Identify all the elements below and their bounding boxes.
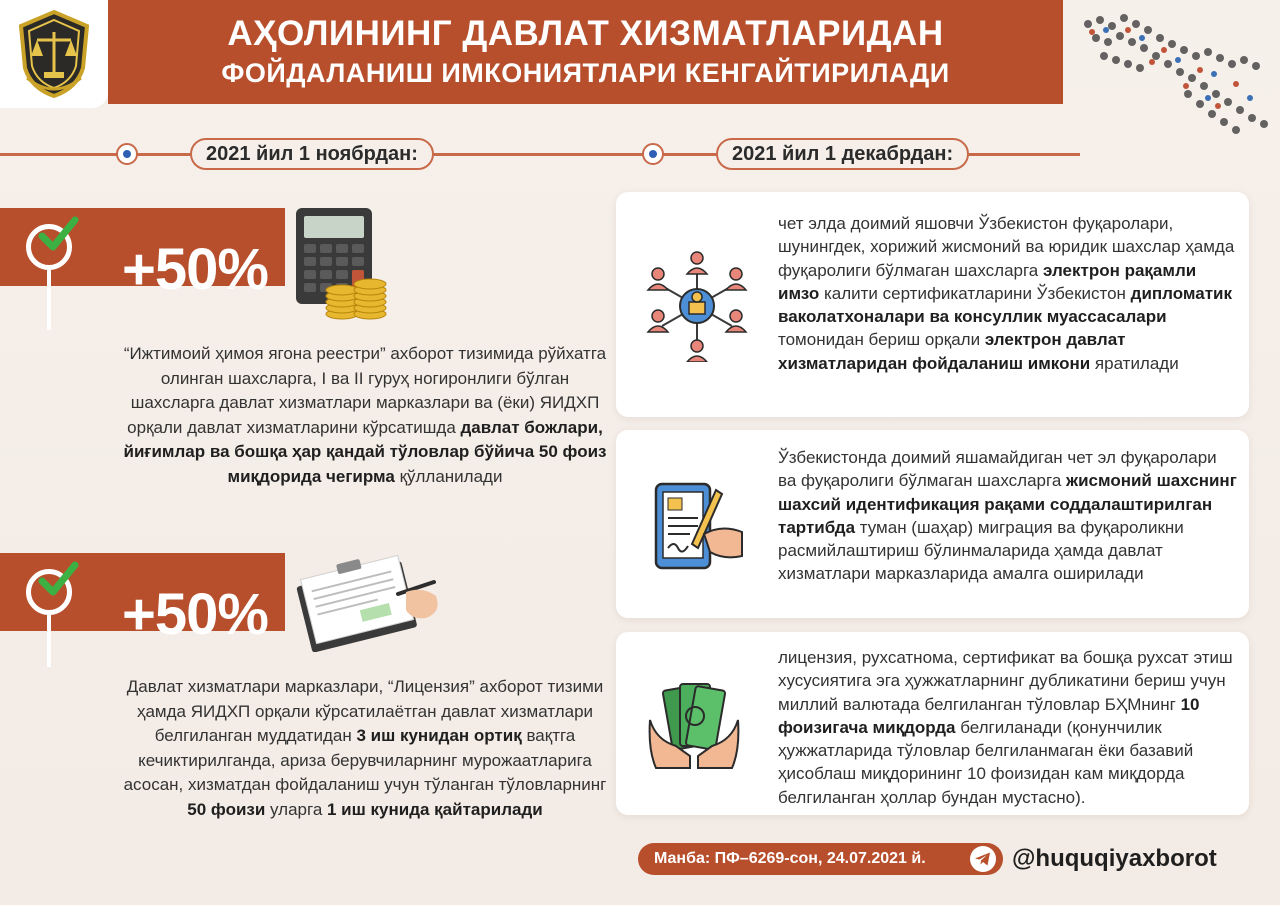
tablet-sign-icon bbox=[646, 480, 746, 572]
refund-text-part: уларга bbox=[265, 799, 327, 819]
check-stem-2 bbox=[47, 615, 51, 667]
info-card-1 bbox=[616, 192, 1249, 417]
card-text-part: Ўзбекистонда доимий яшамайдиган чет эл фуқаролари ва фуқаролиги бўлмаган шахсларга bbox=[778, 448, 1217, 491]
refund-text-bold: 1 иш кунида қайтарилади bbox=[327, 799, 543, 819]
card-text-bold: жисмоний шахснинг шахсий идентификация рақами соддалаштирилган тартибда bbox=[778, 471, 1237, 537]
percent-label-2: +50% bbox=[122, 582, 268, 647]
refund-text-bold: 50 фоизи bbox=[187, 799, 266, 819]
date-pill-left: 2021 йил 1 ноябрдан: bbox=[190, 138, 434, 170]
page-title-line1: АҲОЛИНИНГ ДАВЛАТ ХИЗМАТЛАРИДАН bbox=[227, 14, 944, 53]
justice-emblem-icon bbox=[13, 8, 95, 100]
card-text-bold: электрон давлат хизматларидан фойдаланиш имкони bbox=[778, 330, 1126, 373]
uzbekistan-people-map-icon bbox=[1068, 2, 1280, 140]
discount-text-1-part: “Ижтимоий ҳимоя ягона реестри” ахборот тизимида рўйхатга олинган шахсларга, I ва II гуруҳ ногиронлиги бўлган шахсларга давлат хизматлари марказлари ва (ёки) ЯИДХП орқали давлат хизматларини кўрсатишда bbox=[123, 344, 607, 437]
card-text-part: чет элда доимий яшовчи Ўзбекистон фуқаролари, шунингдек, хорижий жисмоний ва юридик шахслар ҳамда фуқаролиги бўлмаган шахсларга bbox=[778, 214, 1235, 280]
info-card-3-text bbox=[778, 646, 1238, 809]
telegram-icon[interactable] bbox=[970, 846, 996, 872]
card-text-part: томонидан бериш орқали bbox=[778, 330, 985, 350]
telegram-handle[interactable]: @huquqiyaxborot bbox=[1012, 845, 1217, 872]
date-pill-right: 2021 йил 1 декабрдан: bbox=[716, 138, 969, 170]
discount-text-1-bold: давлат божлари, йиғимлар ва бошқа ҳар қандай тўловлар бўйича 50 фоиз миқдорида чегирма bbox=[123, 417, 607, 486]
checkmark-icon bbox=[36, 559, 80, 599]
check-stem-1 bbox=[47, 270, 51, 330]
timeline-dot-left bbox=[116, 143, 138, 165]
money-hands-icon bbox=[646, 680, 742, 770]
page-title-line2: ФОЙДАЛАНИШ ИМКОНИЯТЛАРИ КЕНГАЙТИРИЛАДИ bbox=[221, 58, 950, 88]
refund-text-part: Давлат хизматлари марказлари, “Лицензия” ахборот тизими ҳамда ЯИДХП орқали кўрсатилаётган давлат хизматлари белгиланган муддатидан bbox=[126, 677, 604, 745]
discount-text-1 bbox=[120, 342, 610, 489]
refund-text-2 bbox=[120, 675, 610, 822]
refund-text-bold: 3 иш кунидан ортиқ bbox=[356, 726, 522, 745]
checkmark-icon bbox=[36, 214, 80, 254]
document-signing-icon bbox=[288, 552, 448, 652]
title-banner bbox=[108, 0, 1063, 104]
source-label: Манба: ПФ–6269-сон, 24.07.2021 й. bbox=[638, 843, 1003, 875]
info-card-2 bbox=[616, 430, 1249, 618]
refund-text-part: вақтга кечиктирилганда, ариза берувчиларнинг мурожаатларига асосан, хизматдан фойдаланиш учун тўланган тўловларнинг bbox=[123, 726, 607, 794]
card-text-part: туман (шаҳар) миграция ва фуқароликни расмийлаштириш бўлинмаларида ҳамда давлат хизматлари марказларида амалга оширилади bbox=[778, 517, 1184, 584]
card-text-part: калити сертификатларини Ўзбекистон bbox=[819, 283, 1131, 303]
info-card-1-text bbox=[778, 212, 1238, 375]
card-text-part: лицензия, рухсатнома, сертификат ва бошқа рухсат этиш хусусиятига эга ҳужжатларнинг дубликатини бериш учун миллий валютада белгиланган тўловлар БҲМнинг bbox=[778, 648, 1233, 714]
card-text-bold: 10 фоизигача миқдорда bbox=[778, 694, 1200, 737]
telegram-plane-icon bbox=[970, 846, 996, 872]
percent-label-1: +50% bbox=[122, 237, 268, 302]
timeline-dot-right bbox=[642, 143, 664, 165]
card-text-part: белгиланади (қонунчилик ҳужжатларида тўловлар белгиланмаган ёки базавий ҳисоблаш миқдорининг 10 фоизидан кам миқдорда белгиланган ҳоллар бундан мустасно). bbox=[778, 717, 1194, 807]
people-network-icon bbox=[646, 250, 748, 362]
card-text-bold: электрон рақамли имзо bbox=[778, 260, 1197, 303]
logo-box bbox=[0, 0, 108, 108]
card-text-bold: дипломатик ваколатхоналари ва консуллик муассасалари bbox=[778, 283, 1233, 327]
card-text-part: яратилади bbox=[1090, 353, 1179, 373]
calculator-coins-icon bbox=[290, 206, 390, 322]
info-card-3 bbox=[616, 632, 1249, 815]
discount-text-1-end: қўлланилади bbox=[394, 466, 503, 486]
info-card-2-text bbox=[778, 446, 1238, 586]
